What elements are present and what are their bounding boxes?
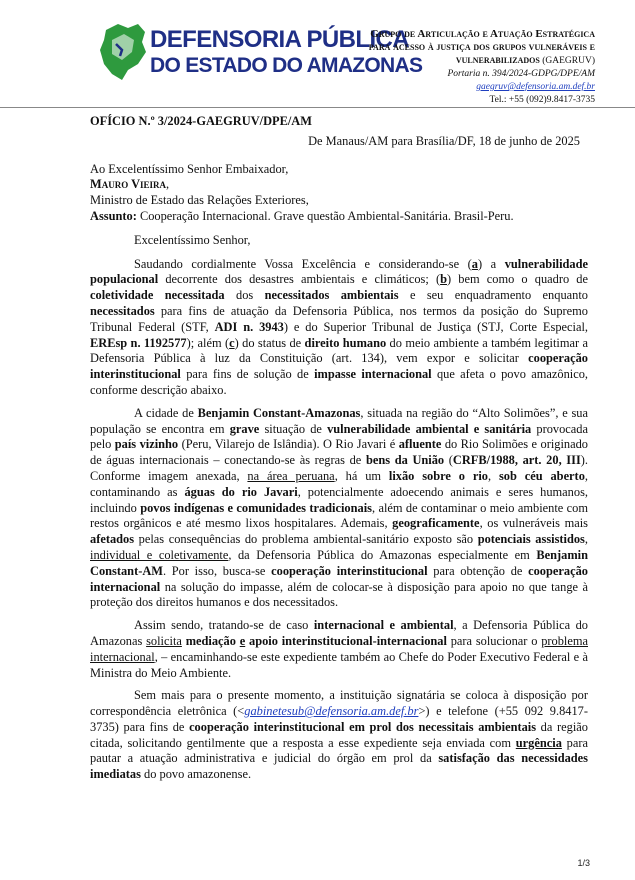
subject-label: Assunto: xyxy=(90,208,137,223)
group-name-line3 xyxy=(325,54,595,68)
paragraph-2: A cidade de Benjamin Constant-Amazonas, situada na região do “Alto Solimões”, e sua população se encontra em grave situação de vulnerabilidade ambiental e sanitária provocada pelo país vizinho (Peru, Vilarejo de Islândia). O Rio Javari é afluente do Rio Solimões e originado de águas internacionais – conectando-se às regras de bens da União (CRFB/1988, art. 20, III). Conforme imagem anexada, na área peruana, há um lixão sobre o rio, sob céu aberto, contaminando as águas do rio Javari, potencialmente adoecendo animais e seres humanos, incluindo povos indígenas e comunidades tradicionais, além de contaminar o meio ambiente com restos orgânicos e até mesmo lixos hospitalares. Ademais, geograficamente, os vulneráveis mais afetados pelas consequências do problema ambiental-sanitário exposto são potenciais assistidos, individual e coletivamente, da Defensoria Pública do Amazonas especialmente em Benjamin Constant-AM. Por isso, busca-se cooperação interinstitucional para obtenção de cooperação internacional na solução do impasse, além de colocar-se à disposição para apoio no que tange à proteção dos direitos humanos e dos necessitados. xyxy=(90,405,589,610)
group-name-line1: Grupo de Articulação e Atuação Estratégica xyxy=(370,28,595,40)
letter-date: De Manaus/AM para Brasília/DF, 18 de junho de 2025 xyxy=(308,133,580,148)
group-acronym: (GAEGRUV) xyxy=(542,56,595,66)
group-name-line2: para acesso à justiça dos grupos vulneráveis e xyxy=(368,41,595,53)
recipient-role: Ministro de Estado das Relações Exteriores, xyxy=(90,193,309,208)
letter-body xyxy=(90,114,588,790)
defensoria-logo xyxy=(98,14,423,94)
org-name-line2: DO ESTADO DO AMAZONAS xyxy=(150,54,423,77)
recipient-name: Mauro Vieira xyxy=(90,177,167,192)
email-link[interactable]: gaegruv@defensoria.am.def.br xyxy=(476,82,595,92)
paragraph-4: Sem mais para o presente momento, a instituição signatária se coloca à disposição por correspondência eletrônica (<gabinetesub@defensoria.am.def.br>) e telefone (+55 092 9.8417-3735) para fins de cooperação interinstitucional em prol dos necessitais ambientais da região citada, solicitando gentilmente que a resposta a esse expediente seja enviada com urgência para pautar a atuação administrativa e judicial do órgão em prol da satisfação das necessidades imediatas do povo amazonense. xyxy=(90,688,589,782)
gabinete-email-link[interactable]: gabinetesub@defensoria.am.def.br xyxy=(244,704,419,719)
paragraph-3: Assim sendo, tratando-se de caso internacional e ambiental, a Defensoria Pública do Amazonas solicita mediação e apoio interinstitucional-internacional para solucionar o problema internacional, – encaminhando-se este expediente também ao Chefe do Poder Executivo Federal e à Ministra do Meio Ambiente. xyxy=(90,618,588,680)
subject-text: Cooperação Internacional. Grave questão Ambiental-Sanitária. Brasil-Peru. xyxy=(139,208,514,223)
group-name-line3-text: vulnerabilizados xyxy=(455,54,540,66)
paragraph-1: Saudando cordialmente Vossa Excelência e considerando-se (a) a vulnerabilidade populacional decorrente dos desastres ambientais e climáticos; (b) bem como o quadro de coletividade necessitada dos necessitados ambientais e seu enquadramento enquanto necessitados para fins de atuação da Defensoria Pública, nos termos da posição do Supremo Tribunal Federal (STF, ADI n. 3943) e do Superior Tribunal de Justiça (STJ, Corte Especial, EREsp n. 1192577); além (c) do status de direito humano do meio ambiente a também legitimar a Defensoria Pública à luz da Constituição (art. 134), vem expor e solicitar cooperação interinstitucional para fins de solução de impasse internacional que afeta o povo amazônico, conforme descrição abaixo. xyxy=(90,256,589,397)
header-info xyxy=(325,28,595,107)
page-number: 1/3 xyxy=(577,858,590,868)
recipient-block: Ao Excelentíssimo Senhor Embaixador, Mauro Vieira, Ministro de Estado das Relações Exteriores, Assunto: Cooperação Internacional. Grave questão Ambiental-Sanitária. Brasil-Peru. xyxy=(90,162,588,225)
phone: Tel.: +55 (092)9.8417-3735 xyxy=(489,95,595,105)
amazonas-map-icon xyxy=(98,20,148,82)
recipient-line1: Ao Excelentíssimo Senhor Embaixador, xyxy=(90,161,289,176)
org-name-line1: DEFENSORIA PÚBLICA xyxy=(150,26,409,53)
greeting: Excelentíssimo Senhor, xyxy=(134,232,251,247)
header-divider xyxy=(0,107,635,108)
portaria: Portaria n. 394/2024-GDPG/DPE/AM xyxy=(447,69,595,79)
letter-title: OFÍCIO N.º 3/2024-GAEGRUV/DPE/AM xyxy=(90,114,312,128)
